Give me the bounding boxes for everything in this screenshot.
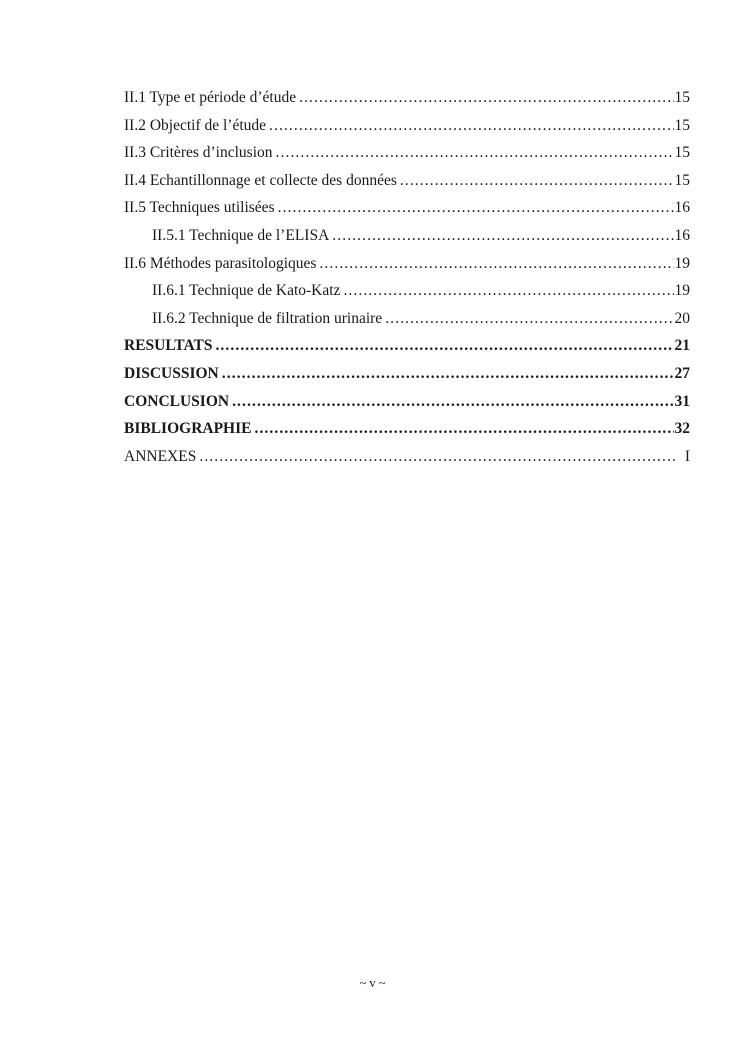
toc-entry-page: 16 xyxy=(674,199,690,217)
toc-entry-page: 16 xyxy=(674,226,690,244)
toc-entry-label: BIBLIOGRAPHIE xyxy=(124,420,252,438)
toc-entry xyxy=(124,360,690,388)
toc-entry-label: II.6 Méthodes parasitologiques xyxy=(124,254,317,272)
toc-entry-label: II.3 Critères d’inclusion xyxy=(124,144,273,162)
toc-entry-page: 20 xyxy=(674,309,690,327)
toc-entry xyxy=(124,305,690,333)
toc-entry xyxy=(124,388,690,416)
toc-leader-dots xyxy=(232,388,673,416)
toc-entry-page: I xyxy=(684,447,690,465)
toc-entry-label: RESULTATS xyxy=(124,337,213,355)
toc-entry xyxy=(124,443,690,471)
toc-leader-dots xyxy=(400,167,674,195)
toc-entry xyxy=(124,112,690,140)
toc-leader-dots xyxy=(343,277,673,305)
toc-entry-page: 15 xyxy=(674,116,690,134)
toc-entry xyxy=(124,277,690,305)
toc-entry-label: II.5.1 Technique de l’ELISA xyxy=(152,226,330,244)
toc-entry xyxy=(124,167,690,195)
toc-entry-page: 32 xyxy=(674,420,690,438)
page-number: ~ v ~ xyxy=(359,976,386,990)
toc-entry-label: II.6.1 Technique de Kato-Katz xyxy=(152,282,341,300)
toc-leader-dots xyxy=(215,332,673,360)
table-of-contents xyxy=(124,84,690,470)
toc-leader-dots xyxy=(278,194,674,222)
toc-leader-dots xyxy=(254,415,673,443)
toc-entry-label: II.2 Objectif de l’étude xyxy=(124,116,267,134)
toc-entry xyxy=(124,84,690,112)
toc-entry-label: ANNEXES xyxy=(124,447,197,465)
toc-entry xyxy=(124,332,690,360)
toc-entry-page: 27 xyxy=(674,364,690,382)
toc-entry xyxy=(124,415,690,443)
toc-leader-dots xyxy=(222,360,674,388)
toc-entry-page: 21 xyxy=(674,337,690,355)
page-footer xyxy=(0,974,745,992)
toc-entry-page: 15 xyxy=(674,89,690,106)
toc-entry-label: DISCUSSION xyxy=(124,364,219,382)
toc-entry-page: 19 xyxy=(674,254,690,272)
toc-leader-dots xyxy=(332,222,673,250)
toc-leader-dots xyxy=(299,84,673,112)
toc-entry-label: CONCLUSION xyxy=(124,392,230,410)
toc-entry-label: II.6.2 Technique de filtration urinaire xyxy=(152,309,383,327)
toc-entry-page: 15 xyxy=(674,144,690,162)
toc-entry xyxy=(124,139,690,167)
toc-entry-page: 31 xyxy=(674,392,690,410)
toc-leader-dots xyxy=(319,250,673,278)
toc-entry xyxy=(124,222,690,250)
toc-entry-page: 19 xyxy=(674,282,690,300)
toc-leader-dots xyxy=(199,443,677,471)
toc-entry-page: 15 xyxy=(674,171,690,189)
toc-leader-dots xyxy=(276,139,674,167)
toc-entry xyxy=(124,194,690,222)
toc-entry xyxy=(124,250,690,278)
toc-leader-dots xyxy=(269,112,673,140)
toc-leader-dots xyxy=(385,305,673,333)
toc-entry-label: II.4 Echantillonnage et collecte des données xyxy=(124,171,397,189)
toc-entry-label: II.1 Type et période d’étude xyxy=(124,89,297,106)
toc-entry-label: II.5 Techniques utilisées xyxy=(124,199,275,217)
